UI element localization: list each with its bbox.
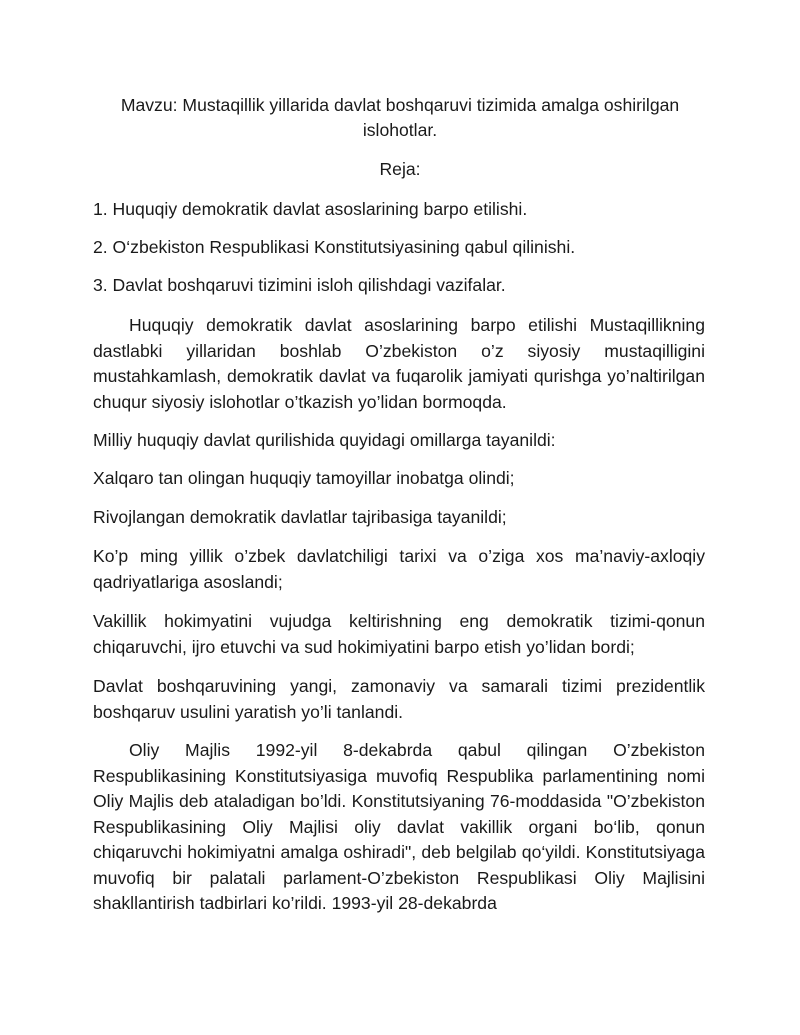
document-title: Mavzu: Mustaqillik yillarida davlat boshqaruvi tizimida amalga oshirilgan islohotlar. [120,95,680,140]
plan-item: 3. Davlat boshqaruvi tizimini isloh qilishdagi vazifalar. [93,275,506,295]
paragraph: Vakillik hokimyatini vujudga keltirishning eng demokratik tizimi-qonun chiqaruvchi, ijro etuvchi va sud hokimiyatini barpo etish yo’lidan bordi; [93,611,705,657]
paragraph: Huquqiy demokratik davlat asoslarining barpo etilishi Mustaqillikning dastlabki yillaridan boshlab O’zbekiston o’z siyosiy mustaqilligini mustahkamlash, demokratik davlat va fuqarolik jamiyati qurishga yo’naltirilgan chuqur siyosiy islohotlar o’tkazish yo’lidan bormoqda. [93,315,705,412]
plan-heading: Reja: [379,159,421,179]
paragraph: Xalqaro tan olingan huquqiy tamoyillar inobatga olindi; [93,468,515,488]
paragraph: Ko’p ming yillik o’zbek davlatchiligi tarixi va o’ziga xos ma’naviy-axloqiy qadriyatlariga asoslandi; [93,546,705,592]
paragraph: Rivojlangan demokratik davlatlar tajribasiga tayanildi; [93,507,507,527]
paragraph: Milliy huquqiy davlat qurilishida quyidagi omillarga tayanildi: [93,430,556,450]
plan-item: 1. Huquqiy demokratik davlat asoslarining barpo etilishi. [93,199,528,219]
plan-item: 2. O‘zbekiston Respublikasi Konstitutsiyasining qabul qilinishi. [93,237,576,257]
paragraph: Davlat boshqaruvining yangi, zamonaviy va samarali tizimi prezidentlik boshqaruv usulini yaratish yo’li tanlandi. [93,676,705,722]
paragraph: Oliy Majlis 1992-yil 8-dekabrda qabul qilingan O’zbekiston Respublikasining Konstitutsiyasiga muvofiq Respublika parlamentining nomi Oliy Majlis deb ataladigan bo’ldi. Konstitutsiyaning 76-moddasida "O’zbekiston Respublikasining Oliy Majlisi oliy davlat vakillik organi bo‘lib, qonun chiqaruvchi hokimiyatni amalga oshiradi", deb belgilab qo‘yildi. Konstitutsiyaga muvofiq bir palatali parlament-O’zbekiston Respublikasi Oliy Majlisini shakllantirish tadbirlari ko’rildi. 1993-yil 28-dekabrda [93,740,705,913]
